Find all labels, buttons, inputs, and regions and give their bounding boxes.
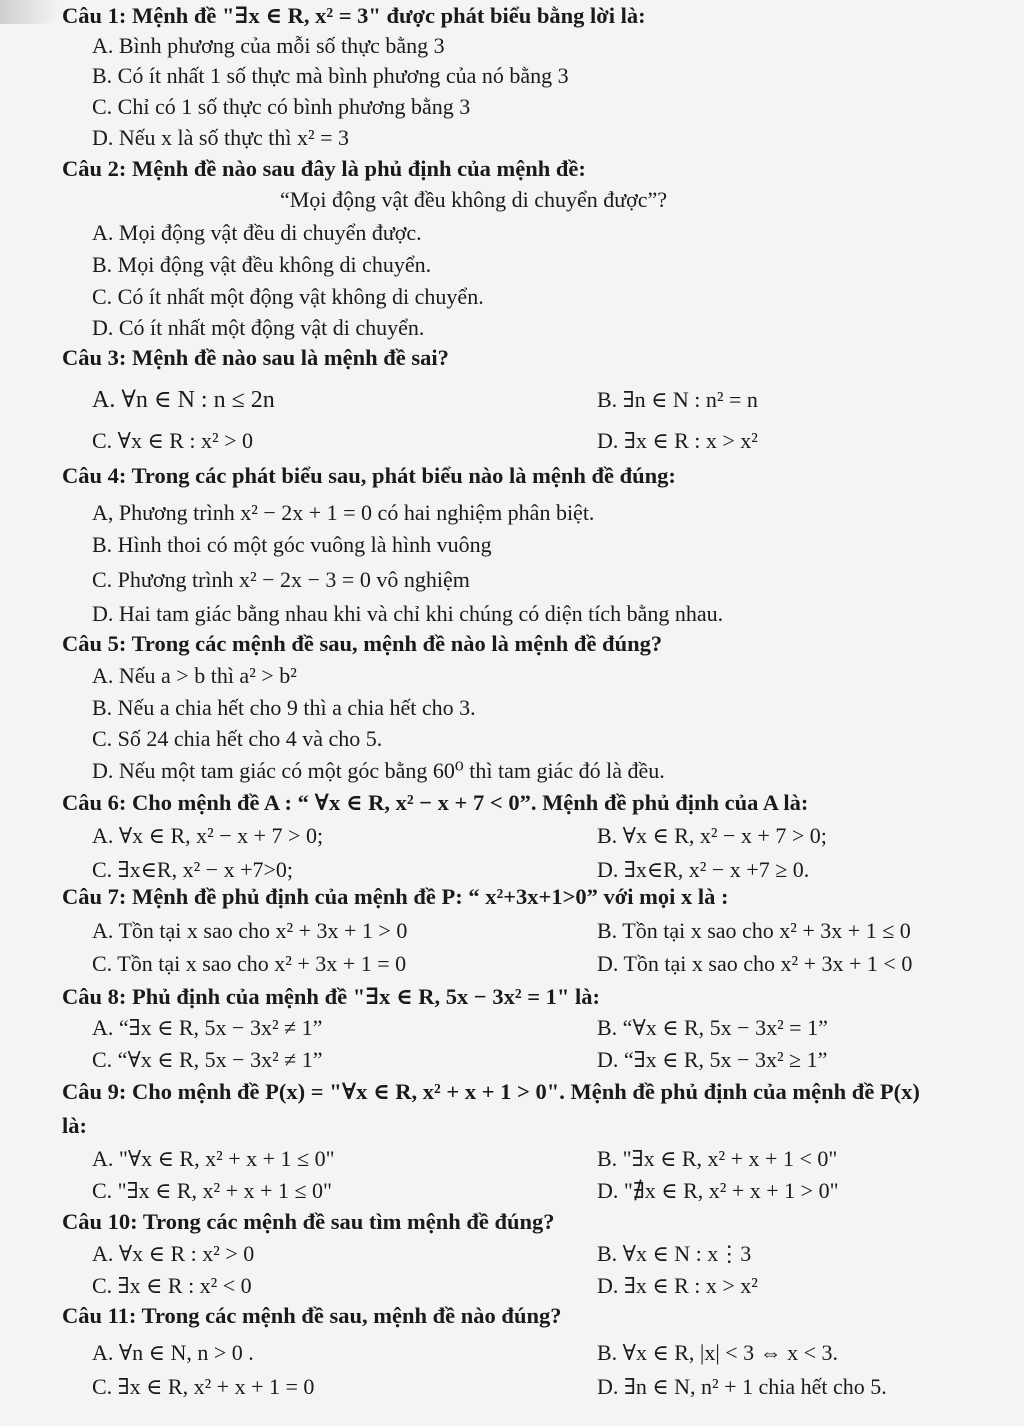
question-10-title: Câu 10: Trong các mệnh đề sau tìm mệnh đề đúng?: [62, 1209, 555, 1234]
question-8-option-c: C. “∀x ∈ R, 5x − 3x² ≠ 1”: [92, 1047, 323, 1072]
question-9-option-a: A. "∀x ∈ R, x² + x + 1 ≤ 0": [92, 1146, 335, 1171]
question-6-option-d: D. ∃x∈R, x² − x +7 ≥ 0.: [597, 857, 810, 882]
question-2-option-d: D. Có ít nhất một động vật di chuyển.: [92, 315, 425, 340]
question-7-option-a: A. Tồn tại x sao cho x² + 3x + 1 > 0: [92, 918, 408, 943]
question-3-option-c: C. ∀x ∈ R : x² > 0: [92, 428, 254, 453]
question-7-option-b: B. Tồn tại x sao cho x² + 3x + 1 ≤ 0: [597, 918, 911, 943]
question-4-option-a: A, Phương trình x² − 2x + 1 = 0 có hai nghiệm phân biệt.: [92, 500, 595, 525]
question-6-option-c: C. ∃x∈R, x² − x +7>0;: [92, 857, 293, 882]
question-9-option-d: D. "∄x ∈ R, x² + x + 1 > 0": [597, 1178, 839, 1203]
question-1-title: Câu 1: Mệnh đề "∃x ∈ R, x² = 3" được phát biểu bằng lời là:: [62, 3, 646, 28]
question-11-option-d: D. ∃n ∈ N, n² + 1 chia hết cho 5.: [597, 1374, 887, 1399]
question-6-option-b: B. ∀x ∈ R, x² − x + 7 > 0;: [597, 823, 827, 848]
question-11-option-b: B. ∀x ∈ R, |x| < 3 ⇔ x < 3.: [597, 1340, 839, 1365]
question-4-option-c: C. Phương trình x² − 2x − 3 = 0 vô nghiệm: [92, 567, 470, 592]
question-10-option-d: D. ∃x ∈ R : x > x²: [597, 1273, 758, 1298]
question-3-title: Câu 3: Mệnh đề nào sau là mệnh đề sai?: [62, 345, 449, 370]
question-9-option-c: C. "∃x ∈ R, x² + x + 1 ≤ 0": [92, 1178, 333, 1203]
question-7-option-c: C. Tồn tại x sao cho x² + 3x + 1 = 0: [92, 951, 407, 976]
question-11-option-c: C. ∃x ∈ R, x² + x + 1 = 0: [92, 1374, 315, 1399]
question-5-option-a: A. Nếu a > b thì a² > b²: [92, 663, 297, 688]
question-2-option-a: A. Mọi động vật đều di chuyển được.: [92, 220, 422, 245]
question-8-option-d: D. “∃x ∈ R, 5x − 3x² ≥ 1”: [597, 1047, 828, 1072]
question-9-option-b: B. "∃x ∈ R, x² + x + 1 < 0": [597, 1146, 838, 1171]
question-9-title-continued: là:: [62, 1113, 87, 1138]
question-7-title: Câu 7: Mệnh đề phủ định của mệnh đề P: “ x²+3x+1>0” với mọi x là :: [62, 884, 729, 909]
question-6-title: Câu 6: Cho mệnh đề A : “ ∀x ∈ R, x² − x + 7 < 0”. Mệnh đề phủ định của A là:: [62, 790, 809, 815]
question-4-title: Câu 4: Trong các phát biểu sau, phát biểu nào là mệnh đề đúng:: [62, 463, 676, 488]
question-11-title: Câu 11: Trong các mệnh đề sau, mệnh đề nào đúng?: [62, 1303, 562, 1328]
question-2-option-c: C. Có ít nhất một động vật không di chuyển.: [92, 284, 484, 309]
question-1-option-d: D. Nếu x là số thực thì x² = 3: [92, 125, 350, 150]
question-10-option-c: C. ∃x ∈ R : x² < 0: [92, 1273, 252, 1298]
question-5-option-b: B. Nếu a chia hết cho 9 thì a chia hết cho 3.: [92, 695, 476, 720]
question-5-title: Câu 5: Trong các mệnh đề sau, mệnh đề nào là mệnh đề đúng?: [62, 631, 663, 656]
question-5-option-c: C. Số 24 chia hết cho 4 và cho 5.: [92, 726, 383, 751]
question-4-option-d: D. Hai tam giác bằng nhau khi và chỉ khi chúng có diện tích bằng nhau.: [92, 601, 724, 626]
question-3-option-a: A. ∀n ∈ N : n ≤ 2n: [92, 387, 275, 413]
question-10-option-b: B. ∀x ∈ N : x⋮3: [597, 1241, 752, 1266]
question-8-title: Câu 8: Phủ định của mệnh đề "∃x ∈ R, 5x − 3x² = 1" là:: [62, 984, 601, 1009]
question-3-option-b: B. ∃n ∈ N : n² = n: [597, 387, 758, 412]
question-6-option-a: A. ∀x ∈ R, x² − x + 7 > 0;: [92, 823, 324, 848]
question-9-title: Câu 9: Cho mệnh đề P(x) = "∀x ∈ R, x² + x + 1 > 0". Mệnh đề phủ định của mệnh đề P(x): [62, 1079, 920, 1104]
question-2-option-b: B. Mọi động vật đều không di chuyển.: [92, 252, 432, 277]
question-1-option-b: B. Có ít nhất 1 số thực mà bình phương của nó bằng 3: [92, 63, 569, 88]
question-8-option-a: A. “∃x ∈ R, 5x − 3x² ≠ 1”: [92, 1015, 323, 1040]
question-7-option-d: D. Tồn tại x sao cho x² + 3x + 1 < 0: [597, 951, 913, 976]
question-3-option-d: D. ∃x ∈ R : x > x²: [597, 428, 758, 453]
question-1-option-c: C. Chỉ có 1 số thực có bình phương bằng 3: [92, 94, 471, 119]
question-5-option-d: D. Nếu một tam giác có một góc bằng 60⁰ thì tam giác đó là đều.: [92, 758, 665, 783]
question-1-option-a: A. Bình phương của mỗi số thực bằng 3: [92, 33, 445, 58]
question-2-quote: “Mọi động vật đều không di chuyển được”?: [280, 187, 668, 212]
question-8-option-b: B. “∀x ∈ R, 5x − 3x² = 1”: [597, 1015, 828, 1040]
question-10-option-a: A. ∀x ∈ R : x² > 0: [92, 1241, 255, 1266]
page-corner-shadow: [0, 0, 60, 24]
question-11-option-a: A. ∀n ∈ N, n > 0 .: [92, 1340, 254, 1365]
question-2-title: Câu 2: Mệnh đề nào sau đây là phủ định của mệnh đề:: [62, 156, 586, 181]
question-4-option-b: B. Hình thoi có một góc vuông là hình vuông: [92, 532, 492, 557]
